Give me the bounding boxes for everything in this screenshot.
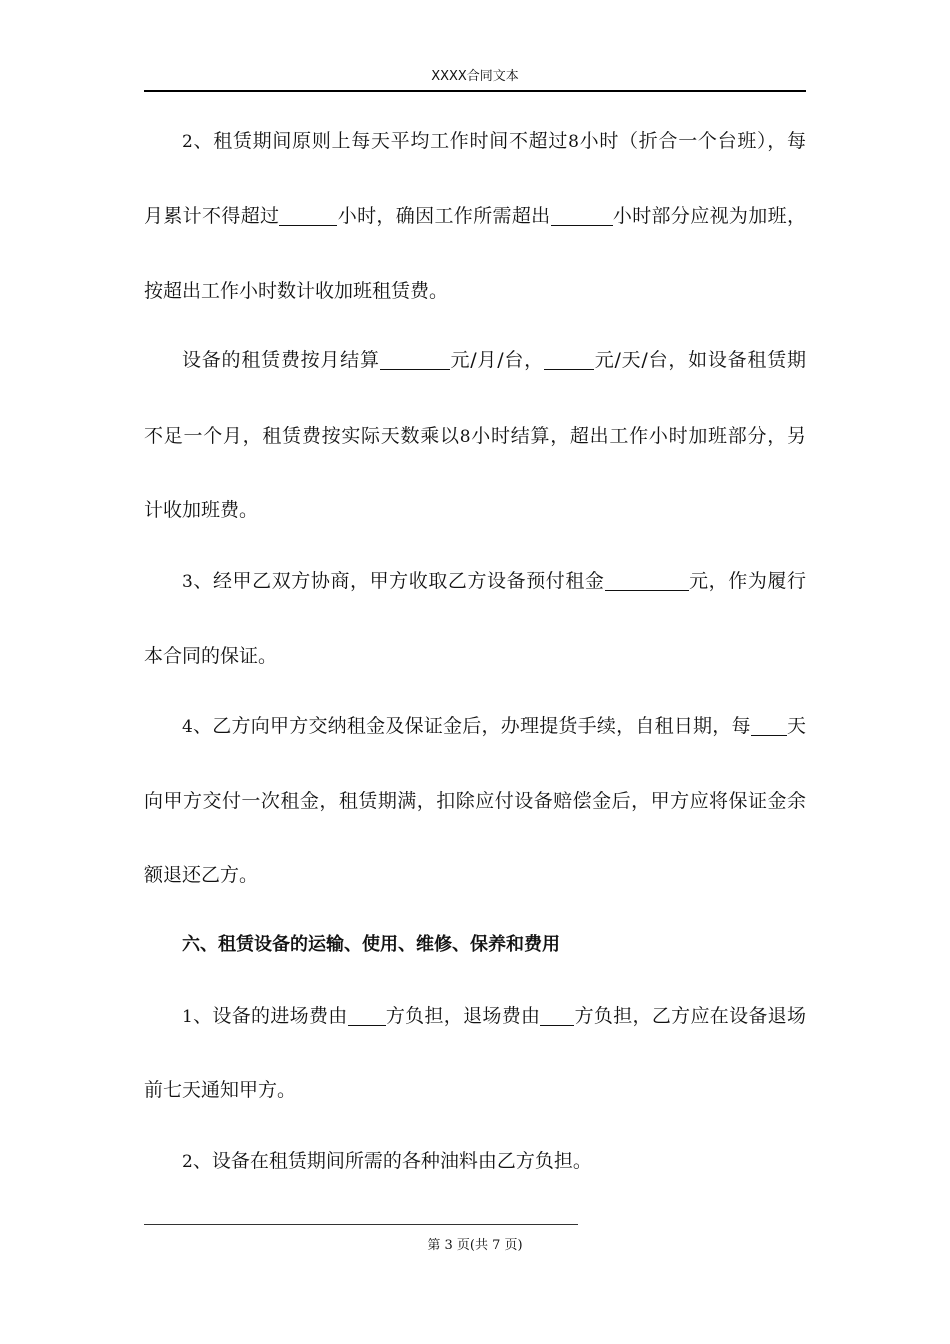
fee-paragraph-line-2: 不足一个月，租赁费按实际天数乘以8小时结算，超出工作小时加班部分，另 bbox=[144, 425, 806, 447]
blank-field[interactable] bbox=[544, 349, 594, 370]
section-6-heading: 六、租赁设备的运输、使用、维修、保养和费用 bbox=[182, 934, 560, 955]
blank-field[interactable] bbox=[540, 1005, 574, 1026]
page-number: 第 3 页(共 7 页) bbox=[427, 1238, 523, 1253]
paragraph-3-line-2: 本合同的保证。 bbox=[144, 645, 278, 667]
fee-paragraph-line-3: 计收加班费。 bbox=[144, 499, 259, 521]
header-title: XXXX合同文本 bbox=[431, 69, 519, 84]
section-6-paragraph-2-line-1: 2、设备在租赁期间所需的各种油料由乙方负担。 bbox=[182, 1150, 592, 1172]
blank-field[interactable] bbox=[348, 1005, 386, 1026]
paragraph-3-line-1: 3、经甲乙双方协商，甲方收取乙方设备预付租金 元，作为履行 bbox=[182, 570, 806, 592]
blank-field[interactable] bbox=[551, 205, 613, 226]
paragraph-4-line-1: 4、乙方向甲方交纳租金及保证金后，办理提货手续，自租日期，每 天 bbox=[182, 715, 806, 737]
footer-divider bbox=[144, 1224, 578, 1225]
blank-field[interactable] bbox=[279, 205, 337, 226]
paragraph-4-line-2: 向甲方交付一次租金，租赁期满，扣除应付设备赔偿金后，甲方应将保证金余 bbox=[144, 790, 806, 812]
paragraph-2-line-1: 2、租赁期间原则上每天平均工作时间不超过8小时（折合一个台班），每 bbox=[182, 130, 806, 152]
blank-field[interactable] bbox=[380, 349, 450, 370]
blank-field[interactable] bbox=[605, 570, 689, 591]
section-6-paragraph-1-line-2: 前七天通知甲方。 bbox=[144, 1079, 297, 1101]
section-6-paragraph-1-line-1: 1、设备的进场费由 方负担，退场费由 方负担，乙方应在设备退场 bbox=[182, 1005, 806, 1027]
paragraph-4-line-3: 额退还乙方。 bbox=[144, 864, 259, 886]
page-header bbox=[144, 64, 806, 92]
fee-paragraph-line-1: 设备的租赁费按月结算 元/月/台， 元/天/台，如设备租赁期 bbox=[182, 349, 806, 371]
paragraph-2-line-3: 按超出工作小时数计收加班租赁费。 bbox=[144, 280, 449, 302]
blank-field[interactable] bbox=[751, 715, 787, 736]
paragraph-2-line-2: 月累计不得超过 小时，确因工作所需超出 小时部分应视为加班， bbox=[144, 205, 806, 227]
